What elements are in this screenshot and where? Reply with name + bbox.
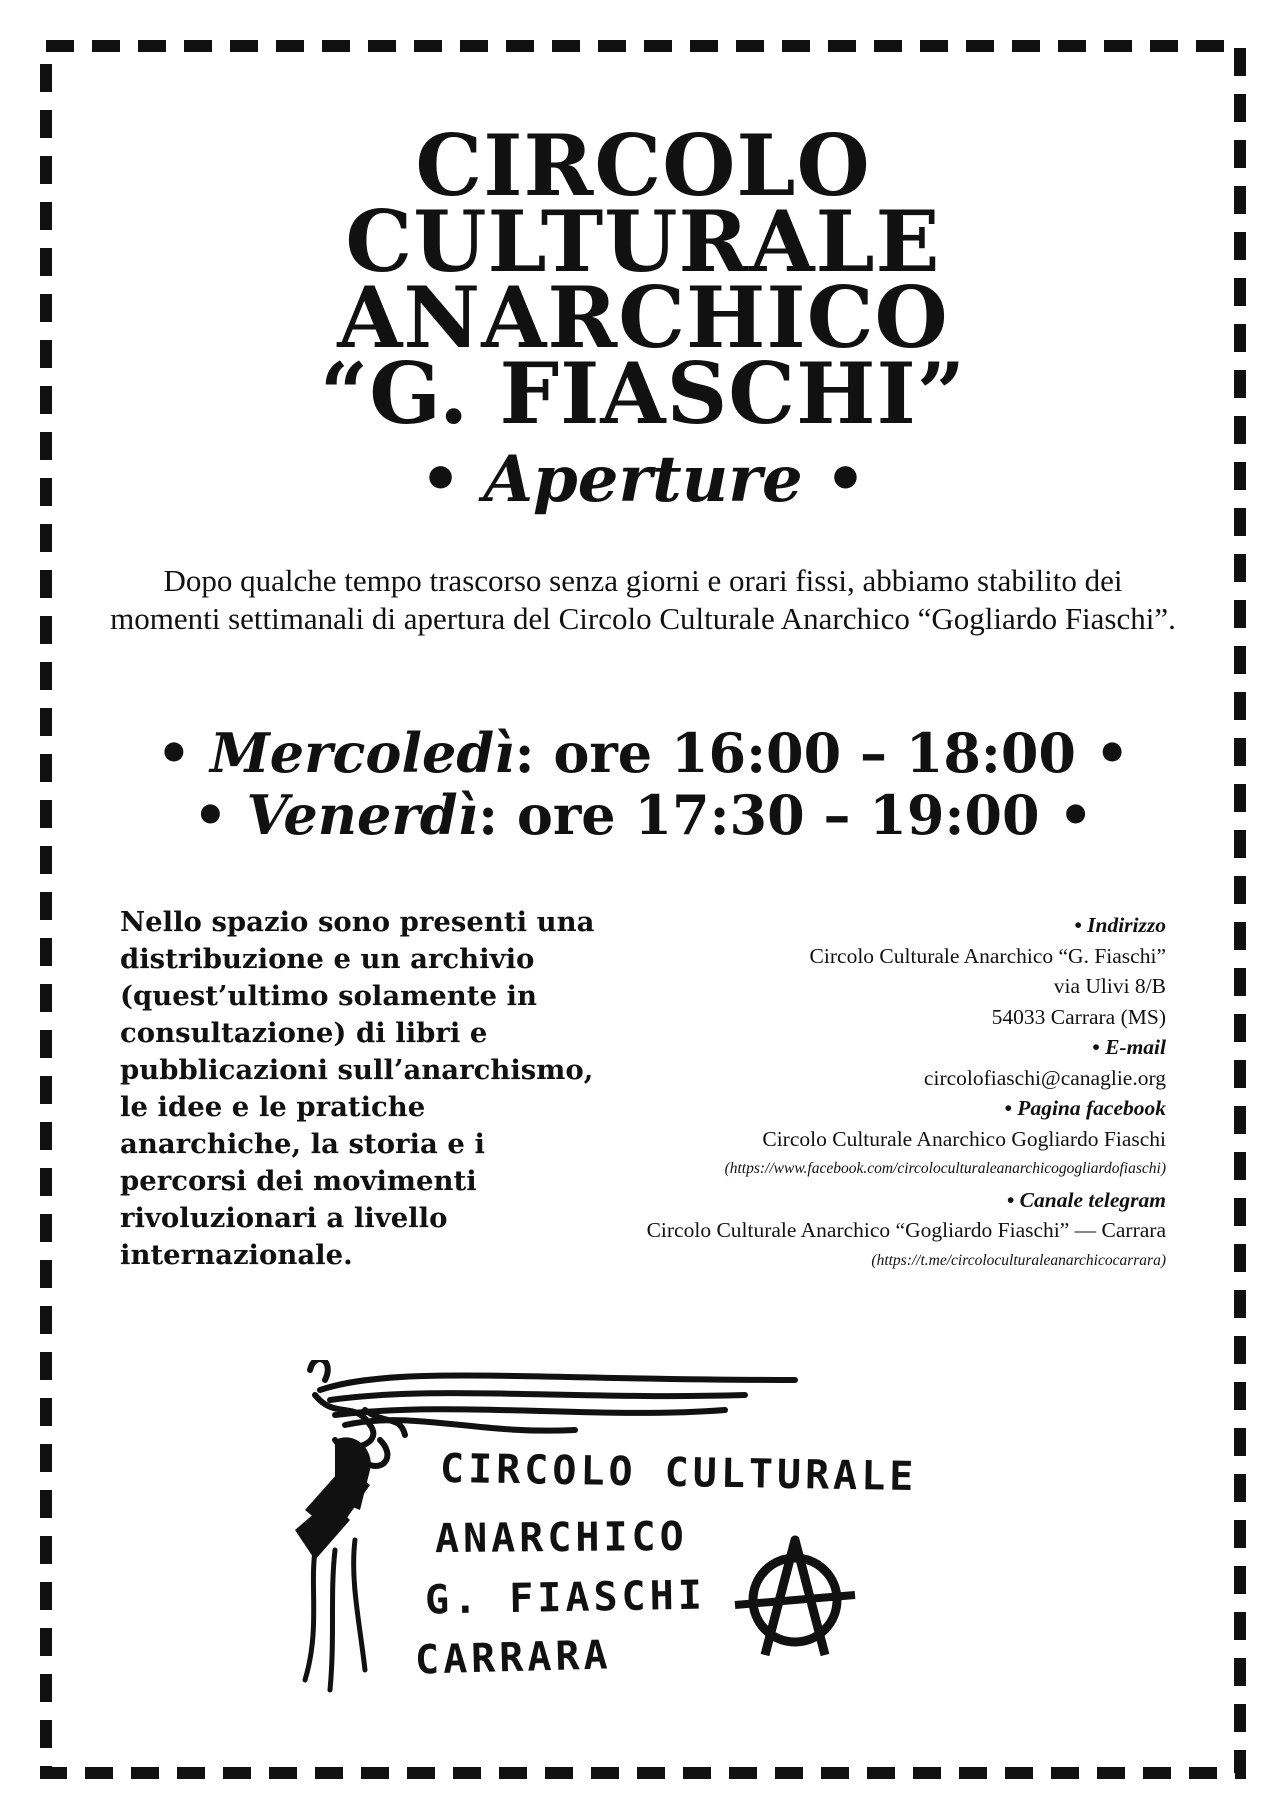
facebook-name: Circolo Culturale Anarchico Gogliardo Fiaschi bbox=[762, 1126, 1166, 1151]
bullet: • bbox=[156, 721, 192, 785]
bullet: • bbox=[193, 783, 228, 847]
torch-hand bbox=[295, 1437, 371, 1560]
facebook-url: (https://www.facebook.com/circoloculturaleanarchicogogliardofiaschi) bbox=[724, 1160, 1166, 1177]
address-line-3: 54033 Carrara (MS) bbox=[991, 1004, 1166, 1029]
anarchy-symbol bbox=[735, 1540, 855, 1655]
title-block bbox=[0, 116, 1286, 520]
address-line-2: via Ulivi 8/B bbox=[1053, 974, 1166, 998]
torch-arm bbox=[305, 1540, 365, 1690]
logo-line-4: CARRARA bbox=[414, 1632, 613, 1684]
subtitle bbox=[0, 440, 1286, 520]
telegram-name: Circolo Culturale Anarchico “Gogliardo Fiaschi” — Carrara bbox=[646, 1218, 1166, 1242]
telegram-heading: • Canale telegram bbox=[1006, 1187, 1166, 1212]
telegram-url: (https://t.me/circoloculturaleanarchicocarrara) bbox=[871, 1251, 1166, 1269]
bullet-left: • bbox=[420, 442, 462, 517]
logo-stamp bbox=[275, 1360, 1045, 1700]
email-heading: • E-mail bbox=[1092, 1035, 1166, 1059]
title-line-4: “G. FIASCHI” bbox=[319, 344, 967, 443]
address-line-1: Circolo Culturale Anarchico “G. Fiaschi” bbox=[809, 943, 1166, 968]
bullet-right: • bbox=[824, 442, 866, 517]
title-line-3: ANARCHICO bbox=[337, 268, 949, 367]
hours-row-friday bbox=[0, 784, 1286, 846]
day-label: Venerdì bbox=[246, 783, 479, 847]
description-paragraph: Nello spazio sono presenti una distribuzione e un archivio (quest’ultimo solamente in consultazione) di libri e pubblicazioni sull’anarchismo, le idee e le pratiche anarchiche, la storia e i percorsi dei movimenti rivoluzionari a livello internazionale. bbox=[120, 906, 595, 1271]
title-line-2: CULTURALE bbox=[345, 192, 941, 291]
logo-line-2: ANARCHICO bbox=[434, 1513, 688, 1563]
day-label: Mercoledì bbox=[209, 721, 515, 785]
facebook-heading: • Pagina facebook bbox=[1004, 1096, 1166, 1120]
bullet: • bbox=[1094, 721, 1130, 785]
time-range: : ore 17:30 – 19:00 bbox=[478, 783, 1040, 847]
bullet: • bbox=[1058, 783, 1093, 847]
logo-line-3: G. FIASCHI bbox=[424, 1572, 707, 1624]
logo-line-1: CIRCOLO CULTURALE bbox=[439, 1445, 918, 1501]
intro-paragraph: Dopo qualche tempo trascorso senza giorni e orari fissi, abbiamo stabilito dei momenti settimanali di apertura del Circolo Culturale Anarchico “Gogliardo Fiaschi”. bbox=[110, 563, 1176, 636]
hours-row-wednesday bbox=[0, 722, 1286, 784]
time-range: : ore 16:00 – 18:00 bbox=[514, 721, 1077, 785]
opening-hours bbox=[0, 722, 1286, 846]
contacts-block bbox=[546, 910, 1166, 1276]
email-value: circolofiaschi@canaglie.org bbox=[923, 1065, 1166, 1090]
subtitle-text: Aperture bbox=[483, 442, 803, 517]
title-line-1: CIRCOLO bbox=[415, 116, 871, 215]
address-heading: • Indirizzo bbox=[1074, 913, 1166, 937]
